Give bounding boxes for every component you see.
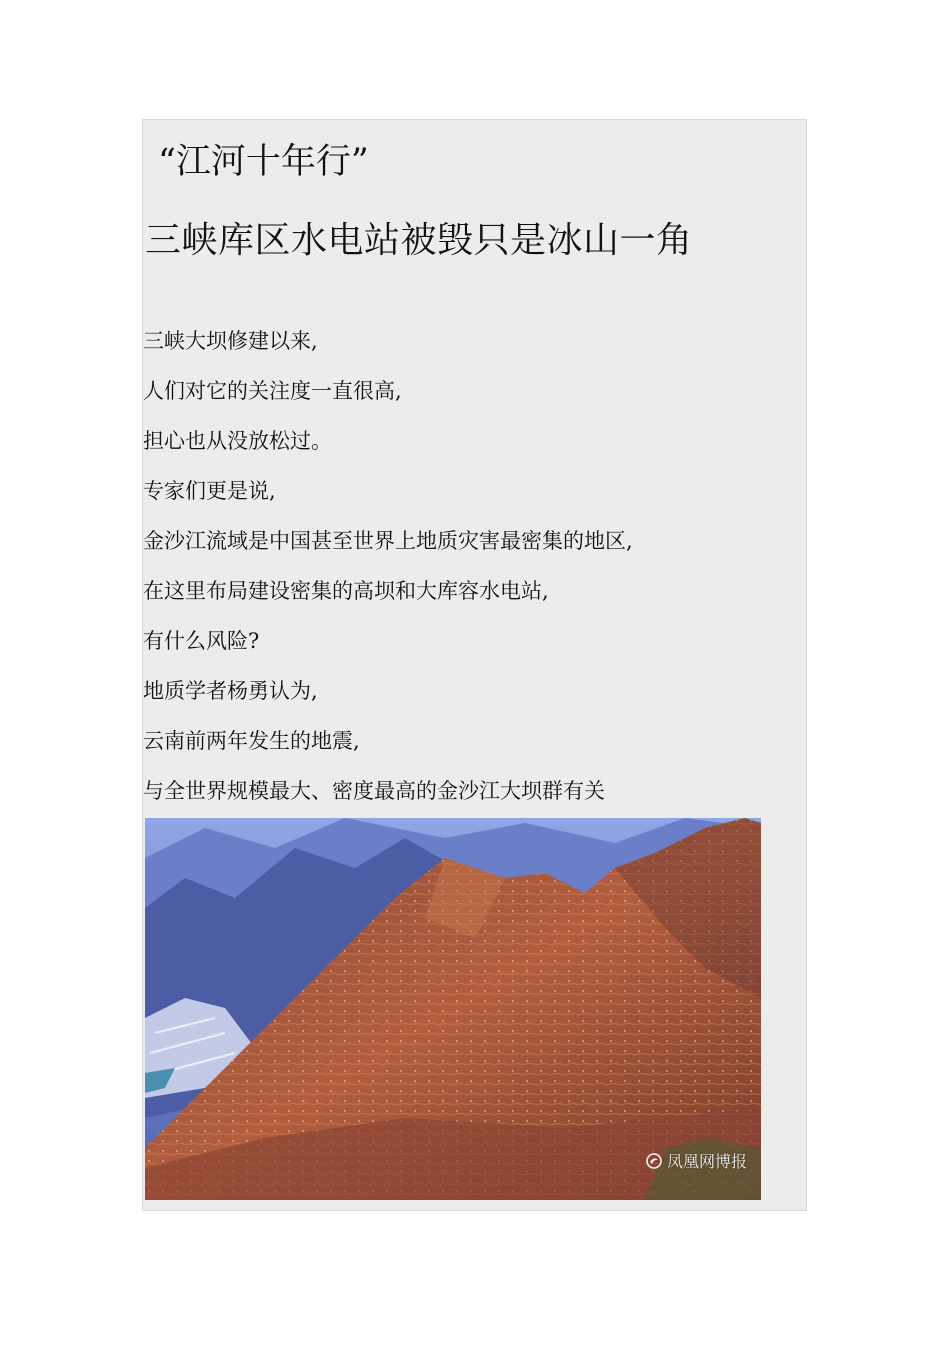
series-title: “江河十年行” [158,142,369,182]
paragraph-line: 专家们更是说, [143,479,276,503]
article-panel [142,119,807,1211]
paragraph-line: 地质学者杨勇认为, [143,679,318,703]
paragraph-line: 与全世界规模最大、密度最高的金沙江大坝群有关 [143,779,605,803]
paragraph-line: 三峡大坝修建以来, [143,329,318,353]
paragraph-line: 金沙江流域是中国甚至世界上地质灾害最密集的地区, [143,529,633,553]
mountain-photo [145,818,761,1200]
article-body [143,326,633,826]
mountain-illustration [145,818,761,1200]
paragraph-line: 在这里布局建设密集的高坝和大库容水电站, [143,579,549,603]
article-headline: 三峡库区水电站被毁只是冰山一角 [145,220,693,261]
paragraph-line: 担心也从没放松过。 [143,429,332,453]
paragraph-line: 云南前两年发生的地震, [143,729,360,753]
paragraph-line: 人们对它的关注度一直很高, [143,379,402,403]
paragraph-line: 有什么风险? [143,629,260,653]
photo-watermark [646,1149,747,1172]
phoenix-logo-icon [646,1153,662,1169]
watermark-text: 凤凰网博报 [666,1152,747,1171]
